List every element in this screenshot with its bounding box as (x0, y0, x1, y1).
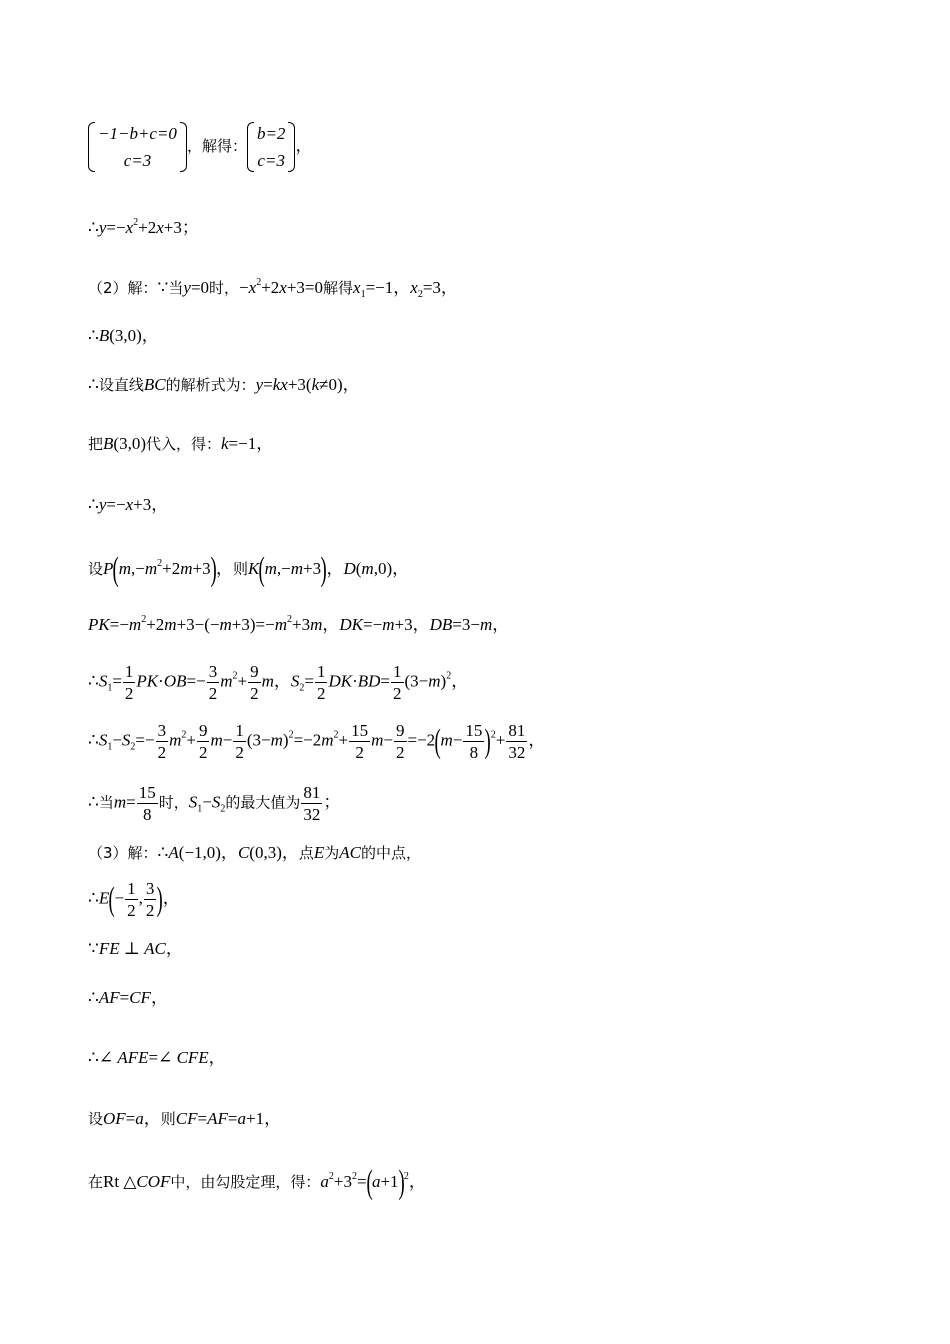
solution-line-4: ∴B(3,0)， (88, 326, 159, 345)
solution-line-9: $PK=-m^2+2m+3-(-m+3)=-m^2+3m$，DK=−m+3，DB=3−m， (88, 614, 510, 634)
solution-line-18: 设OF=a，则CF=AF=a+1， (88, 1109, 282, 1128)
solution-line-3: （2）解：∵当y=0时，$-x^2+2x+3=0$解得$x_1=-1$，$x_2=3$， (88, 277, 458, 300)
solution-line-13: （3）解：∴A(−1,0)，C(0,3)，点E为AC的中点， (88, 843, 422, 862)
solution-line-19: 在Rt △COF中，由勾股定理，得：$a^2+3^2=(a+1)^2$， (88, 1164, 426, 1201)
solution-line-12: ∴当m= $\frac{15}{8}$ 时，$S_1-S_2$的最大值为 $\frac{81}{32}$ ； (88, 783, 341, 824)
equation-system-right: b=2 c=3 (247, 120, 295, 174)
solution-line-7: ∴y=−x+3， (88, 495, 169, 514)
solution-line-5: ∴设直线BC的解析式为：y=kx+3(k≠0)， (88, 375, 360, 394)
solution-line-6: 把B(3,0)代入，得：k=−1， (88, 434, 274, 453)
solution-line-8: 设$P(m,-m^2+2m+3)$，则K(m,−m+3)，D(m,0)， (88, 551, 410, 588)
solution-line-16: ∴AF=CF， (88, 988, 168, 1007)
solution-line-10: $\therefore S_1=$ $\frac{1}{2}$ PK·OB=− $\frac{3}{2}$ $m^2+$ $\frac{9}{2}$ m，$S_2=$ $\frac{1}{2}$ DK·BD= $\frac{1}{2}$ $(3-m)^2$， (88, 662, 469, 703)
solution-line-2: $\therefore y=-x^2+2x+3$； (88, 217, 199, 237)
solution-line-17: ∴∠ AFE=∠ CFE， (88, 1048, 226, 1067)
solution-line-14: ∴E(− $\frac{1}{2}$ , $\frac{3}{2}$ )， (88, 879, 180, 920)
equation-system-left: −1−b+c=0 c=3 (88, 120, 187, 174)
solution-line-11: $\therefore S_1-S_2=-$ $\frac{3}{2}$ $m^2+$ $\frac{9}{2}$ m− $\frac{1}{2}$ $(3-m)^2=-2m^2+$ $\frac{15}{2}$ m− $\frac{9}{2}$ =−2(m− $\frac{15}{8}$ )$^2$+ $\frac{81}{32}$ ， (88, 721, 546, 762)
solution-line-1: −1−b+c=0 c=3 ，解得： b=2 c=3 ， (88, 120, 312, 174)
solution-line-15: ∵FE ⊥ AC， (88, 939, 183, 958)
